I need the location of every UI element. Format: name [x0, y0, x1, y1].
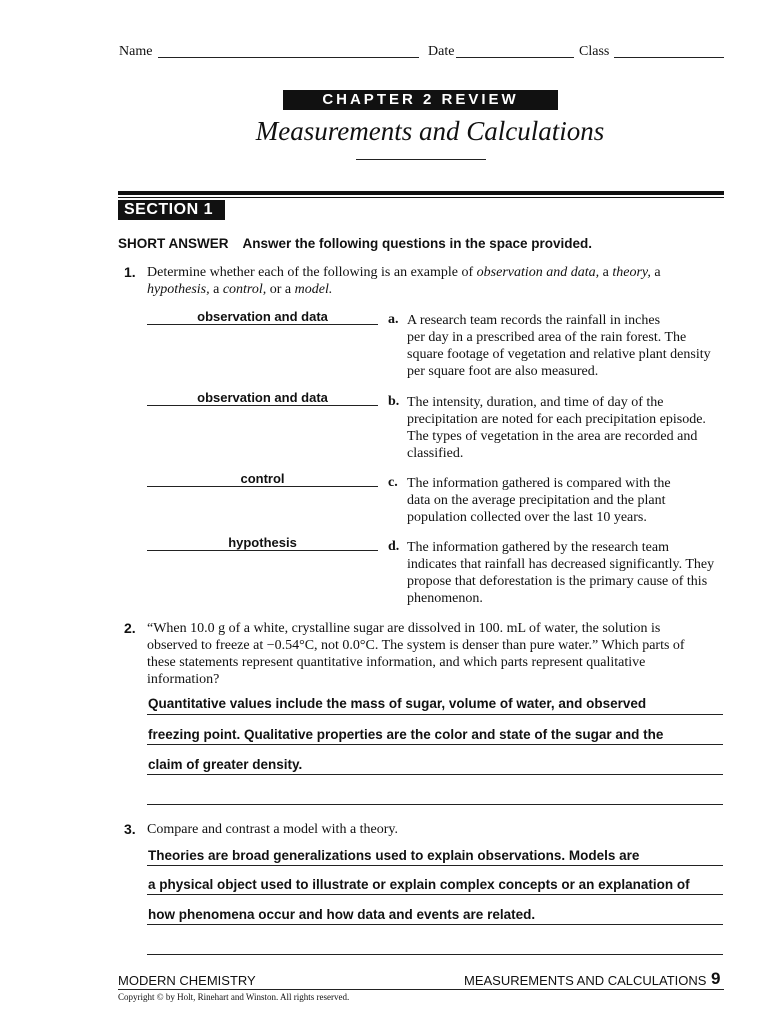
q1d-answer-line [147, 550, 378, 551]
q3-rule-4 [147, 954, 723, 955]
q2-rule-1 [147, 714, 723, 715]
section-rule-thin [118, 197, 724, 198]
q1-prompt: Determine whether each of the following is an example of observation and data, a theory, a hypothesis, a control, or a model. [147, 265, 661, 297]
q1b-text: The intensity, duration, and time of day of the precipitation are noted for each precipitation episode. The types of vegetation in the area are recorded and classified. [407, 395, 706, 461]
q1d-letter: d. [388, 539, 400, 554]
q3-answer-line-1[interactable]: Theories are broad generalizations used to explain observations. Models are [148, 848, 640, 863]
instructions [118, 236, 592, 251]
date-label: Date [428, 44, 455, 59]
q1b-letter: b. [388, 394, 400, 409]
q2-answer-line-2[interactable]: freezing point. Qualitative properties are the color and state of the sugar and the [148, 727, 664, 742]
q2-rule-3 [147, 774, 723, 775]
page-title: Measurements and Calculations [255, 116, 605, 146]
q3-rule-3 [147, 924, 723, 925]
date-field[interactable] [456, 57, 574, 58]
page-number: 9 [711, 969, 721, 988]
q1b-answer[interactable]: observation and data [197, 390, 328, 405]
q3-answer-line-3[interactable]: how phenomena occur and how data and events are related. [148, 907, 536, 922]
footer-left: MODERN CHEMISTRY [118, 973, 256, 988]
q1c-answer-line [147, 486, 378, 487]
q2-rule-2 [147, 744, 723, 745]
name-label: Name [119, 44, 153, 59]
footer-rule [118, 989, 724, 990]
q1b-answer-line [147, 405, 378, 406]
name-field[interactable] [158, 57, 419, 58]
q2-answer-line-1[interactable]: Quantitative values include the mass of sugar, volume of water, and observed [148, 696, 647, 711]
q1a-letter: a. [388, 312, 399, 327]
q1c-letter: c. [388, 475, 398, 490]
chapter-label: CHAPTER 2 REVIEW [283, 90, 558, 110]
section-label: SECTION 1 [118, 200, 225, 220]
title-underline [356, 159, 486, 160]
q1d-text: The information gathered by the research team indicates that rainfall has decreased significantly. They propose that deforestation is the primary cause of this phenomenon. [407, 540, 715, 606]
q3-rule-1 [147, 865, 723, 866]
q1a-answer[interactable]: observation and data [197, 309, 328, 324]
q1d-answer[interactable]: hypothesis [228, 535, 297, 550]
q3-prompt: Compare and contrast a model with a theory. [147, 822, 399, 837]
q1c-text: The information gathered is compared with the data on the average precipitation and the plant population collected over the last 10 years. [407, 476, 671, 525]
q1-number: 1. [124, 264, 136, 280]
q3-answer-line-2[interactable]: a physical object used to illustrate or explain complex concepts or an explanation of [148, 877, 690, 892]
q2-number: 2. [124, 620, 136, 636]
class-label: Class [579, 44, 610, 59]
q1a-answer-line [147, 324, 378, 325]
q1c-answer[interactable]: control [240, 471, 285, 486]
instruction-text: Answer the following questions in the space provided. [242, 236, 593, 251]
q1a-text: A research team records the rainfall in inches per day in a prescribed area of the rain forest. The square footage of vegetation and relative plant density per square foot are also measured. [407, 313, 711, 379]
section-rule [118, 191, 724, 195]
class-field[interactable] [614, 57, 724, 58]
copyright: Copyright © by Holt, Rinehart and Winston. All rights reserved. [118, 992, 350, 1002]
instruction-label: SHORT ANSWER [118, 236, 229, 251]
q3-number: 3. [124, 821, 136, 837]
q2-prompt: “When 10.0 g of a white, crystalline sugar are dissolved in 100. mL of water, the solution is observed to freeze at −0.54°C, not 0.0°C. The system is denser than pure water.” Which parts of these statements represent quantitative information, and which parts represent qualitative information? [147, 621, 685, 687]
footer-right: MEASUREMENTS AND CALCULATIONS [464, 973, 707, 988]
q2-rule-4 [147, 804, 723, 805]
q2-answer-line-3[interactable]: claim of greater density. [148, 757, 303, 772]
q3-rule-2 [147, 894, 723, 895]
